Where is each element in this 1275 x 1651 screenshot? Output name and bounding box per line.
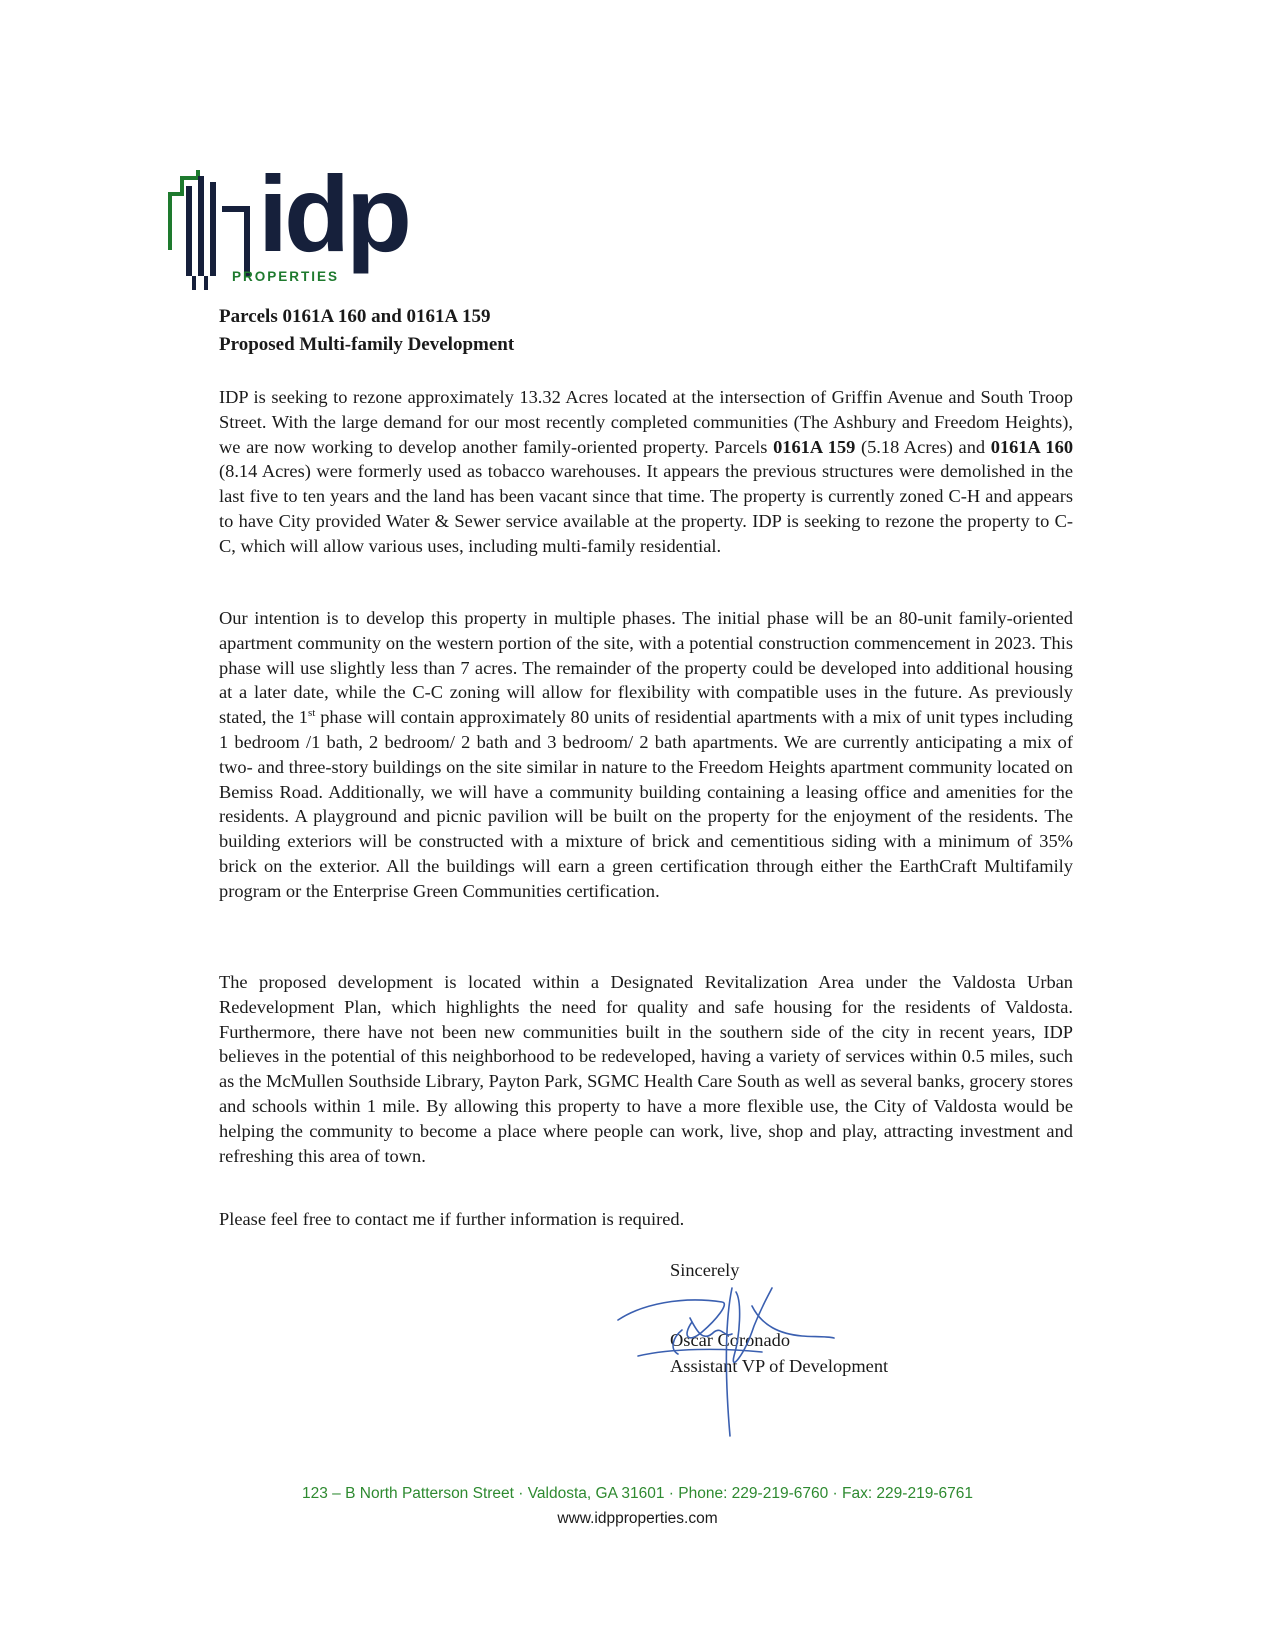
- footer-address: 123 – B North Patterson Street · Valdosta, GA 31601 · Phone: 229-219-6760 · Fax: 229-219-6761: [302, 1485, 973, 1502]
- footer-website[interactable]: www.idpproperties.com: [557, 1510, 718, 1527]
- p2-text-a: Our intention is to develop this property in multiple phases. The initial phase will be an 80-unit family-oriented apartment community on the western portion of the site, with a potential construction commencement in 2023. This phase will use slightly less than 7 acres. The remainder of the property could be developed into additional housing at a later date, while the C-C zoning will allow for flexibility with compatible uses in the future. As previously stated, the 1: [219, 608, 1073, 728]
- building-bars-icon: [186, 176, 250, 276]
- closing-salutation: Sincerely: [670, 1260, 740, 1280]
- building-outline-icon: [170, 170, 198, 250]
- p1-text-a: IDP is seeking to rezone approximately 13.32 Acres located at the intersection of Griffin Avenue and South Troop Street. With the large demand for our most recently completed communities (The Ashbury and Freedom Heights), we are now working to develop another family-oriented property. Parcels: [219, 387, 1073, 457]
- parcel-160-label: 0161A 160: [990, 436, 1074, 457]
- body-paragraph-4: Please feel free to contact me if further information is required.: [219, 1209, 685, 1229]
- subject-title: Proposed Multi-family Development: [219, 334, 515, 355]
- body-paragraph-1: [219, 385, 1073, 559]
- p2-superscript: st: [307, 707, 316, 720]
- logo-wordmark: idp: [258, 153, 408, 274]
- p1-text-e: (8.14 Acres) were formerly used as tobacco warehouses. It appears the previous structures were demolished in the last five to ten years and the land has been vacant since that time. The property is currently zoned C-H and appears to have City provided Water & Sewer service available at the property. IDP is seeking to rezone the property to C-C, which will allow various uses, including multi-family residential.: [219, 461, 1073, 556]
- handwritten-signature: [612, 1286, 872, 1444]
- signer-title: Assistant VP of Development: [670, 1356, 889, 1376]
- logo-underline-bar: [192, 276, 196, 290]
- signer-name: Oscar Coronado: [670, 1330, 791, 1350]
- logo-subtitle: PROPERTIES: [232, 269, 340, 284]
- subject-parcels: Parcels 0161A 160 and 0161A 159: [219, 306, 491, 327]
- parcel-159-label: 0161A 159: [773, 436, 856, 457]
- p1-text-c: (5.18 Acres) and: [855, 436, 991, 457]
- body-paragraph-3: The proposed development is located within a Designated Revitalization Area under the Valdosta Urban Redevelopment Plan, which highlights the need for quality and safe housing for the residents of Valdosta. Furthermore, there have not been new communities built in the southern side of the city in recent years, IDP believes in the potential of this neighborhood to be redeveloped, having a variety of services within 0.5 miles, such as the McMullen Southside Library, Payton Park, SGMC Health Care South as well as several banks, grocery stores and schools within 1 mile. By allowing this property to have a more flexible use, the City of Valdosta would be helping the community to become a place where people can work, live, shop and play, attracting investment and refreshing this area of town.: [219, 972, 1073, 1166]
- body-paragraph-2: [219, 606, 1073, 904]
- p2-text-b: phase will contain approximately 80 units of residential apartments with a mix of unit types including 1 bedroom /1 bath, 2 bedroom/ 2 bath and 3 bedroom/ 2 bath apartments. We are currently anticipating a mix of two- and three-story buildings on the site similar in nature to the Freedom Heights apartment community located on Bemiss Road. Additionally, we will have a community building containing a leasing office and amenities for the residents. A playground and picnic pavilion will be built on the property for the enjoyment of the residents. The building exteriors will be constructed with a mixture of brick and cementitious siding with a minimum of 35% brick on the exterior. All the buildings will earn a green certification through either the EarthCraft Multifamily program or the Enterprise Green Communities certification.: [219, 707, 1073, 901]
